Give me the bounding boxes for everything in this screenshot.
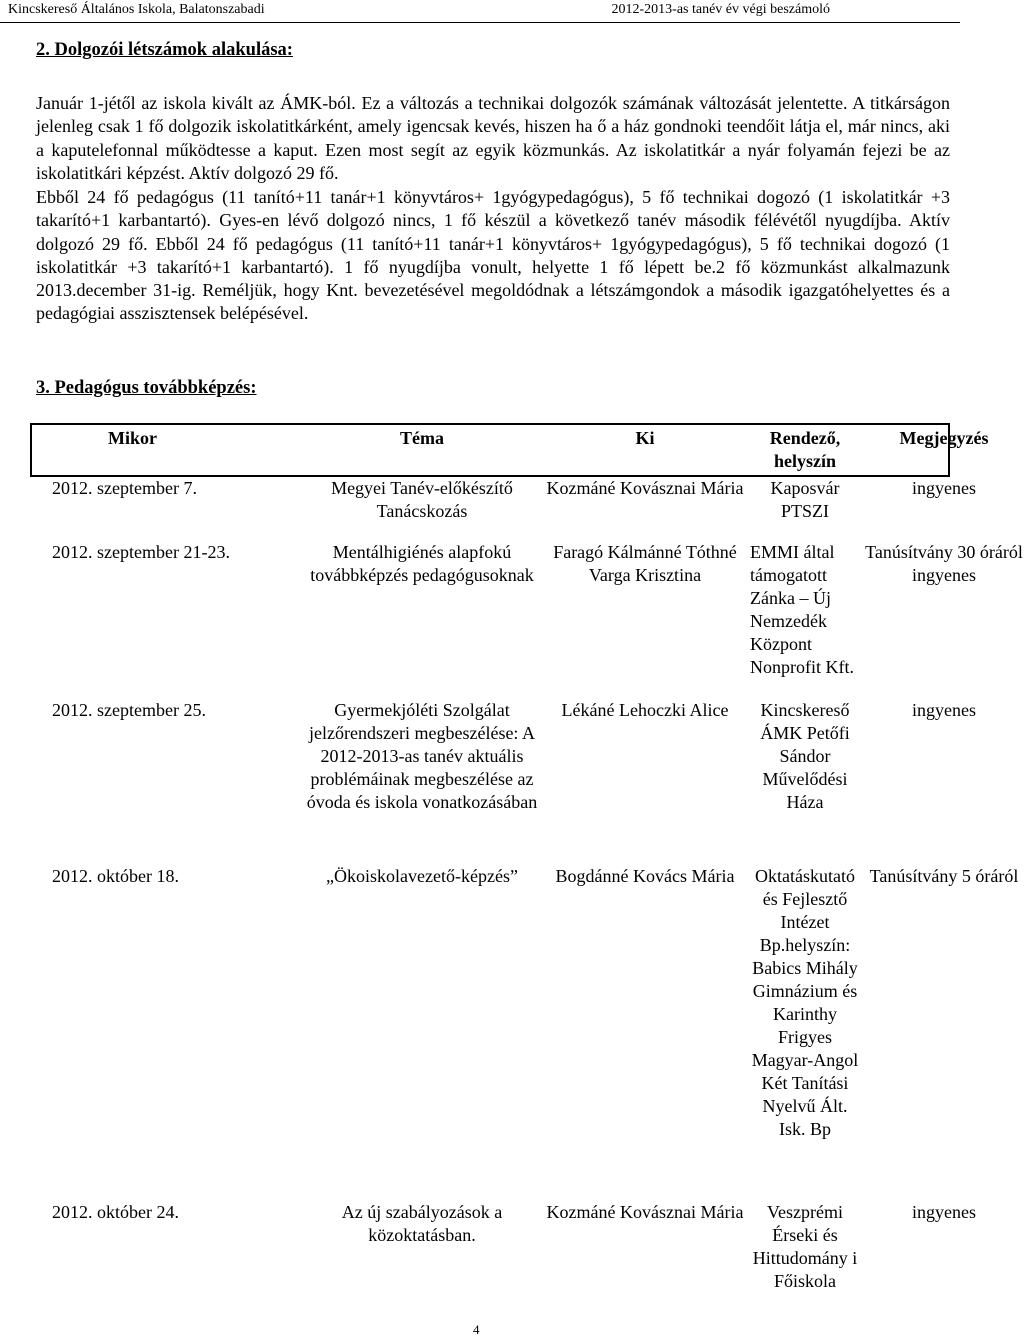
- header-school-name: Kincskereső Általános Iskola, Balatonszabadi: [8, 2, 265, 17]
- table-row: [30, 1201, 1028, 1293]
- section-2-paragraph-2: Ebből 24 fő pedagógus (11 tanító+11 tanár+1 könyvtáros+ 1gyógypedagógus), 5 fő technikai dogozó (1 iskolatitkár +3 takarító+1 karbantartó). Gyes-en lévő dolgozó nincs, 1 fő készül a következő tanév második félévétől nyugdíjba. Aktív dolgozó 29 fő. Ebből 24 fő pedagógus (11 tanító+11 tanár+1 könyvtáros+ 1gyógypedagógus), 5 fő technikai dogozó (1 iskolatitkár +3 takarító+1 karbantartó). 1 fő nyugdíjba vonult, helyette 1 fő lépett be.2 fő közmunkást alkalmazunk 2013.december 31-ig. Reméljük, hogy Knt. bevezetésével megoldódnak a létszámgondok a második igazgatóhelyettes és a pedagógiai asszisztensek belépésével.: [36, 187, 950, 324]
- cell-ki: Faragó Kálmánné Tóthné Varga Krisztina: [553, 542, 737, 585]
- cell-mikor: 2012. szeptember 25.: [52, 700, 206, 720]
- cell-tema: Mentálhigiénés alapfokú továbbképzés pedagógusoknak: [310, 542, 534, 585]
- table-row: [30, 541, 1028, 699]
- cell-rendezo: Veszprémi Érseki és Hittudomány i Főiskola: [752, 1202, 858, 1291]
- cell-tema: „Ökoiskolavezető-képzés”: [326, 866, 518, 886]
- col-header-rendezo: Rendező, helyszín: [769, 428, 841, 471]
- cell-ki: Lékáné Lehoczki Alice: [561, 700, 729, 720]
- cell-rendezo: EMMI által támogatott Zánka – Új Nemzedék Központ Nonprofit Kft.: [750, 542, 854, 677]
- section-2-heading: 2. Dolgozói létszámok alakulása:: [36, 40, 293, 60]
- cell-rendezo: Kincskereső ÁMK Petőfi Sándor Művelődési Háza: [760, 700, 850, 812]
- cell-mikor: 2012. október 18.: [52, 866, 179, 886]
- header-rule: [0, 22, 960, 23]
- cell-megjegyzes: Tanúsítvány 30 óráról ingyenes: [865, 542, 1023, 585]
- cell-rendezo: Kaposvár PTSZI: [770, 478, 840, 521]
- cell-rendezo: Oktatáskutató és Fejlesztő Intézet Bp.helyszín: Babics Mihály Gimnázium és Karinthy Frigyes Magyar-Angol Két Tanítási Nyelvű Ált. Isk. Bp: [751, 866, 859, 1139]
- cell-ki: Kozmáné Kovásznai Mária: [546, 1202, 744, 1222]
- header-report-title: 2012-2013-as tanév év végi beszámoló: [611, 2, 830, 17]
- cell-ki: Bogdánné Kovács Mária: [555, 866, 735, 886]
- page-number: 4: [473, 1322, 480, 1337]
- cell-tema: Gyermekjóléti Szolgálat jelzőrendszeri megbeszélése: A 2012-2013-as tanév aktuális problémáinak megbeszélése az óvoda és iskola vonatkozásában: [306, 700, 538, 812]
- cell-megjegyzes: ingyenes: [912, 700, 976, 720]
- cell-megjegyzes: ingyenes: [912, 1202, 976, 1222]
- cell-tema: Az új szabályozások a közoktatásban.: [341, 1202, 503, 1245]
- cell-megjegyzes: Tanúsítvány 5 óráról: [869, 866, 1019, 886]
- col-header-ki: Ki: [635, 428, 655, 448]
- cell-tema: Megyei Tanév-előkészítő Tanácskozás: [331, 478, 513, 521]
- table-row: [30, 865, 1028, 1201]
- cell-mikor: 2012. szeptember 21-23.: [52, 542, 230, 562]
- section-2-paragraph-1: Január 1-jétől az iskola kivált az ÁMK-ból. Ez a változás a technikai dolgozók számának változását jelentette. A titkárságon jelenleg csak 1 fő dolgozik iskolatitkárként, amely igencsak kevés, hiszen ha ő a ház gondnoki teendőit látja el, már nincs, aki a kaputelefonnal működtesse a kaput. Ezen most segít az egyik közmunkás. Az iskolatitkár a nyár folyamán fejezi be az iskolatitkári képzést. Aktív dolgozó 29 fő.: [36, 93, 950, 183]
- cell-megjegyzes: ingyenes: [912, 478, 976, 498]
- col-header-megjegyzes: Megjegyzés: [899, 428, 989, 448]
- table-row: [30, 477, 1028, 541]
- col-header-mikor: Mikor: [108, 428, 157, 448]
- table-row: [30, 699, 1028, 865]
- cell-mikor: 2012. október 24.: [52, 1202, 179, 1222]
- cell-ki: Kozmáné Kovásznai Mária: [546, 478, 744, 498]
- training-table: [30, 423, 1028, 1293]
- col-header-tema: Téma: [400, 428, 444, 448]
- table-header-row: [30, 423, 1028, 477]
- cell-mikor: 2012. szeptember 7.: [52, 478, 197, 498]
- section-3-heading: 3. Pedagógus továbbképzés:: [36, 378, 257, 398]
